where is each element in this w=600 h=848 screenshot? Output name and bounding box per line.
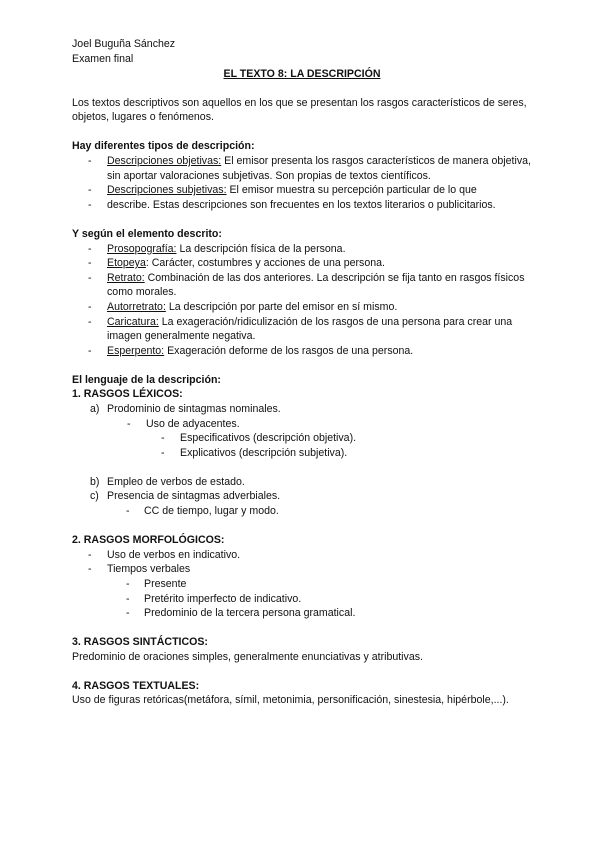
list-item: [72, 562, 532, 577]
lexicos-sublist: [72, 417, 532, 432]
list-item: [72, 198, 532, 213]
list-text: Presente: [144, 577, 187, 590]
list-text: Empleo de verbos de estado.: [107, 475, 245, 488]
elemento-list: [72, 242, 532, 359]
term: Retrato:: [107, 271, 145, 284]
list-item: [72, 315, 532, 344]
definition: La exageración/ridiculización de los rasgos de una persona para crear una imagen generalmente negativa.: [107, 315, 513, 343]
tipos-heading: Hay diferentes tipos de descripción:: [72, 140, 255, 153]
term: Prosopografía:: [107, 242, 177, 255]
list-item: [72, 344, 532, 359]
list-text: CC de tiempo, lugar y modo.: [144, 505, 279, 518]
list-item: [72, 577, 532, 592]
list-text: Uso de adyacentes.: [146, 417, 240, 430]
list-item: [72, 154, 532, 183]
term: Descripciones subjetivas:: [107, 184, 227, 197]
list-item: [72, 446, 532, 461]
list-text: Prodominio de sintagmas nominales.: [107, 402, 281, 415]
list-item: [72, 606, 532, 621]
list-item: [72, 592, 532, 607]
lexicos-subsublist: [72, 431, 532, 460]
list-text: Explicativos (descripción subjetiva).: [180, 446, 348, 459]
list-item: [72, 242, 532, 257]
sintacticos-text: Predominio de oraciones simples, generalmente enunciativas y atributivas.: [72, 650, 423, 663]
document-title: EL TEXTO 8: LA DESCRIPCIÓN: [223, 68, 381, 81]
lexicos-list: [72, 402, 532, 417]
sintacticos-heading: 3. RASGOS SINTÁCTICOS:: [72, 636, 208, 649]
exam-label: Examen final: [72, 52, 134, 65]
author-name: Joel Buguña Sánchez: [72, 38, 176, 50]
term: Etopeya: [107, 257, 146, 270]
morfologicos-sublist: [72, 577, 532, 621]
list-text: Uso de verbos en indicativo.: [107, 548, 241, 561]
elemento-heading: Y según el elemento descrito:: [72, 227, 222, 240]
definition: El emisor muestra su percepción particular de lo que: [226, 184, 477, 197]
list-item: [72, 504, 532, 519]
definition: Exageración deforme de los rasgos de una persona.: [164, 344, 414, 357]
definition: La descripción física de la persona.: [176, 242, 346, 255]
lexicos-list-continued: [72, 475, 532, 504]
list-item: [72, 489, 532, 504]
list-marker: a): [90, 402, 100, 415]
list-text: Especificativos (descripción objetiva).: [180, 432, 357, 445]
list-item: [72, 271, 532, 300]
list-marker: b): [90, 475, 100, 488]
term: Esperpento:: [107, 344, 165, 357]
list-text: Tiempos verbales: [107, 563, 191, 576]
lexicos-c-sublist: [72, 504, 532, 519]
definition: Combinación de las dos anteriores. La descripción se fija tanto en rasgos físicos como morales.: [107, 271, 525, 299]
list-text: Predominio de la tercera persona gramatical.: [144, 607, 356, 620]
list-item: [72, 417, 532, 432]
morfologicos-heading: 2. RASGOS MORFOLÓGICOS:: [72, 534, 225, 547]
term: Descripciones objetivas:: [107, 155, 222, 168]
tipos-list: [72, 154, 532, 212]
intro-paragraph: Los textos descriptivos son aquellos en los que se presentan los rasgos característicos de seres, objetos, lugares o fenómenos.: [72, 96, 527, 124]
term: Autorretrato:: [107, 300, 166, 313]
lexicos-heading: 1. RASGOS LÉXICOS:: [72, 388, 183, 401]
list-item: [72, 402, 532, 417]
textuales-heading: 4. RASGOS TEXTUALES:: [72, 679, 200, 692]
list-item: [72, 256, 532, 271]
list-item: [72, 475, 532, 490]
definition: describe. Estas descripciones son frecuentes en los textos literarios o publicitarios.: [107, 198, 496, 211]
list-text: Pretérito imperfecto de indicativo.: [144, 592, 302, 605]
list-item: [72, 548, 532, 563]
morfologicos-list: [72, 548, 532, 577]
definition: : Carácter, costumbres y acciones de una persona.: [145, 257, 385, 270]
document-page: [72, 37, 532, 708]
textuales-text: Uso de figuras retóricas(metáfora, símil, metonimia, personificación, sinestesia, hipérbole,...).: [72, 694, 509, 707]
list-item: [72, 183, 532, 198]
list-text: Presencia de sintagmas adverbiales.: [107, 490, 281, 503]
definition: La descripción por parte del emisor en sí mismo.: [165, 300, 398, 313]
list-item: [72, 300, 532, 315]
lenguaje-heading: El lenguaje de la descripción:: [72, 373, 221, 386]
definition: El emisor presenta los rasgos característicos de manera objetiva, sin aportar valoraciones subjetivas. Son propias de textos científicos.: [107, 155, 531, 182]
term: Caricatura:: [107, 315, 159, 328]
list-item: [72, 431, 532, 446]
list-marker: c): [90, 490, 99, 503]
